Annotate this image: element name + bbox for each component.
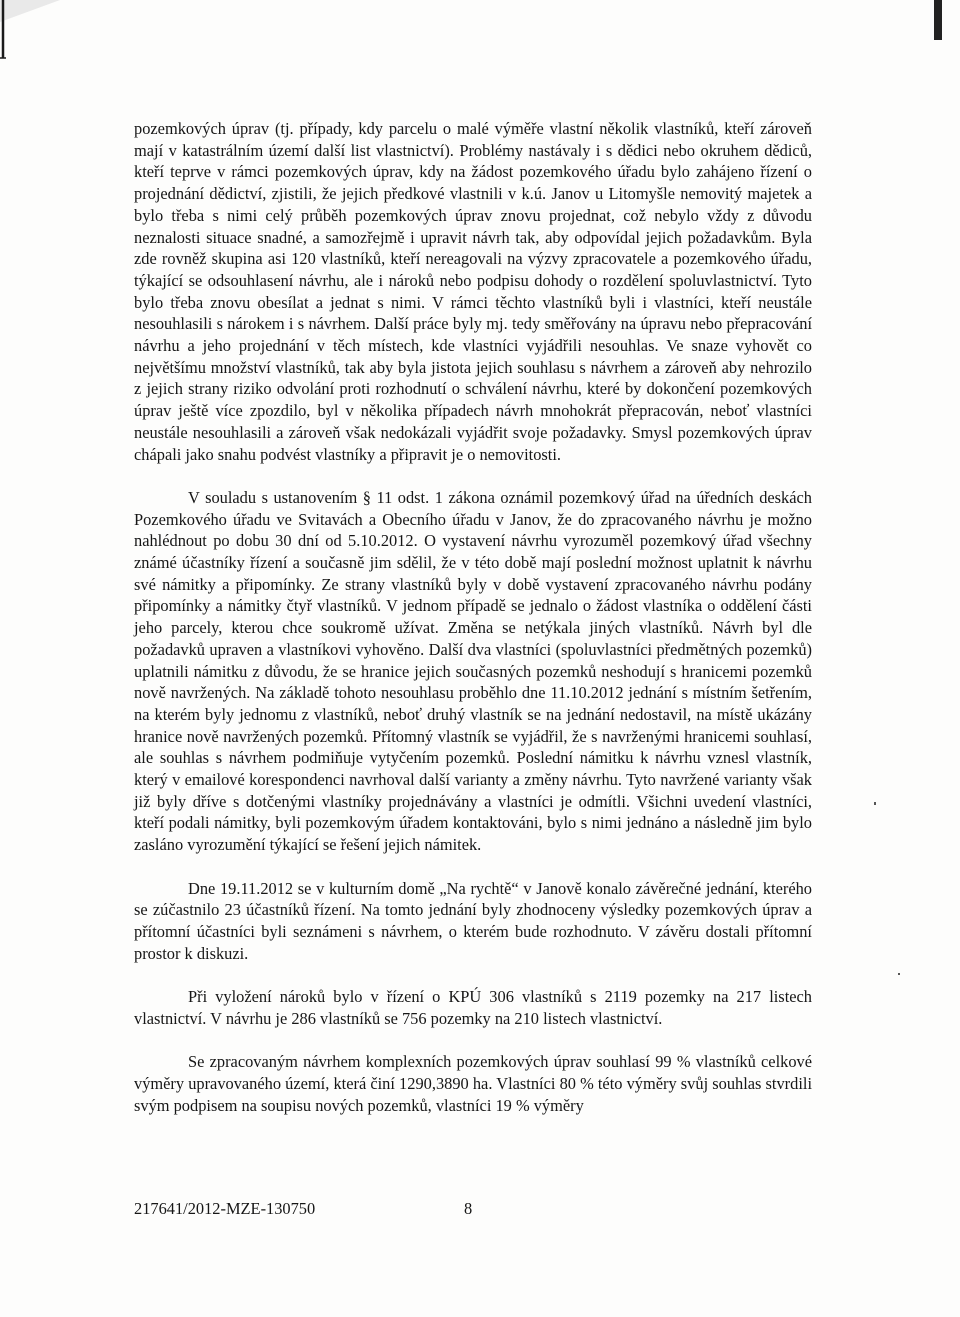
document-body (134, 118, 812, 1138)
scan-speck (874, 802, 876, 805)
scan-corner-mark (0, 0, 60, 60)
paragraph-5: Se zpracovaným návrhem komplexních pozemkových úprav souhlasí 99 % vlastníků celkové výměry upravovaného území, která činí 1290,3890 ha. Vlastníci 80 % této výměry svůj souhlas stvrdili svým podpisem na soupisu nových pozemků, vlastníci 19 % výměry (134, 1052, 812, 1115)
document-id: 217641/2012-MZE-130750 (134, 1199, 316, 1218)
paragraph-2: V souladu s ustanovením § 11 odst. 1 zákona oznámil pozemkový úřad na úředních deskách Pozemkového úřadu ve Svitavách a Obecního úřadu v Janov, že do zpracovaného návrhu je možno nahlédnout po dobu 30 dní od 5.10.2012. O vystavení návrhu vyrozuměl pozemkový úřad všechny známé účastníky řízení a současně jim sdělil, že v této době mají poslední možnost uplatnit k návrhu své námitky a připomínky. Ze strany vlastníků byly v době vystavení zpracovaného návrhu podány připomínky a námitky čtyř vlastníků. V jednom případě se jednalo o žádost vlastníka o oddělení části jeho parcely, kterou chce soukromě užívat. Změna se netýkala jiných vlastníků. Návrh byl dle požadavků upraven a vlastníkovi vyhověno. Další dva vlastníci (spoluvlastníci předmětných pozemků) uplatnili námitku z důvodu, že se hranice jejich současných pozemků neshodují s hranicemi pozemků nově navržených. Na základě tohoto nesouhlasu proběhlo dne 11.10.2012 jednání s místním šetřením, na kterém byly jednomu z vlastníků, neboť druhý vlastník se na jednání nedostavil, na místě ukázány hranice nově navržených pozemků. Přítomný vlastník se vyjádřil, že s navrženými hranicemi souhlasí, ale souhlas s návrhem podmiňuje vytyčením pozemků. Poslední námitku k návrhu vznesl vlastník, který v emailové korespondenci navrhoval další varianty a změny návrhu. Tyto navržené varianty však již byly dříve s dotčenými vlastníky projednávány a vlastníci je odmítli. Všichni uvedení vlastníci, kteří podali námitky, byli pozemkovým úřadem kontaktováni, bylo s nimi jednáno a následně jim bylo zasláno vyrozumění týkající se řešení jejich námitek. (134, 487, 812, 855)
paragraph-4: Při vyložení nároků bylo v řízení o KPÚ 306 vlastníků s 2119 pozemky na 217 listech vlastnictví. V návrhu je 286 vlastníků se 756 pozemky na 210 listech vlastnictví. (134, 987, 812, 1028)
page-number: 8 (464, 1199, 473, 1218)
scan-speck (898, 973, 900, 975)
paragraph-3: Dne 19.11.2012 se v kulturním domě „Na rychtě“ v Janově konalo závěrečné jednání, kterého se zúčastnilo 23 účastníků řízení. Na tomto jednání byly zhodnoceny výsledky pozemkových úprav a přítomní účastníci byli seznámeni s návrhem, o kterém bude rozhodnuto. V závěru dostali přítomní prostor k diskuzi. (134, 878, 812, 963)
paragraph-1: pozemkových úprav (tj. případy, kdy parcelu o malé výměře vlastní několik vlastníků, kteří zároveň mají v katastrálním území další list vlastnictví). Problémy nastávaly i s dědici nebo okruhem dědiců, kteří teprve v rámci pozemkových úprav, kdy na žádost pozemkového úřadu bylo zahájeno řízení o projednání dědictví, zjistili, že jejich předkové vlastnili v k.ú. Janov u Litomyšle nemovitý majetek a bylo třeba s nimi celý průběh pozemkových úprav znovu projednat, což nebylo vždy z důvodu neznalosti situace snadné, a samozřejmě i upravit návrh tak, aby odpovídal jejich požadavkům. Byla zde rovněž skupina asi 120 vlastníků, kteří nereagovali na výzvy zpracovatele a pozemkového úřadu, týkající se odsouhlasení návrhu, ale i nároků nebo podpisu dohody o rozdělení spoluvlastnictví. Tyto bylo třeba znovu obesílat a jednat s nimi. V rámci těchto vlastníků byli i vlastníci, kteří neustále nesouhlasili s nárokem i s návrhem. Další práce byly mj. tedy směřovány na úpravu nebo přepracování návrhu a jeho projednání v těch místech, kde vlastníci vyjádřili nesouhlas. Ve snaze vyhovět co největšímu množství vlastníků, tak aby byla jistota jejich souhlasu s návrhem a zároveň aby nehrozilo z jejich strany riziko odvolání proti rozhodnutí o schválení návrhu, které by dokončení pozemkových úprav ještě více zpozdilo, byl v několika případech návrh mnohokrát přepracován, neboť vlastníci neustále nesouhlasili a zároveň však nedokázali vyjádřit svoje požadavky. Smysl pozemkových úprav chápali jako snahu podvést vlastníky a připravit je o nemovitosti. (134, 119, 812, 464)
scan-edge-mark (934, 0, 942, 40)
